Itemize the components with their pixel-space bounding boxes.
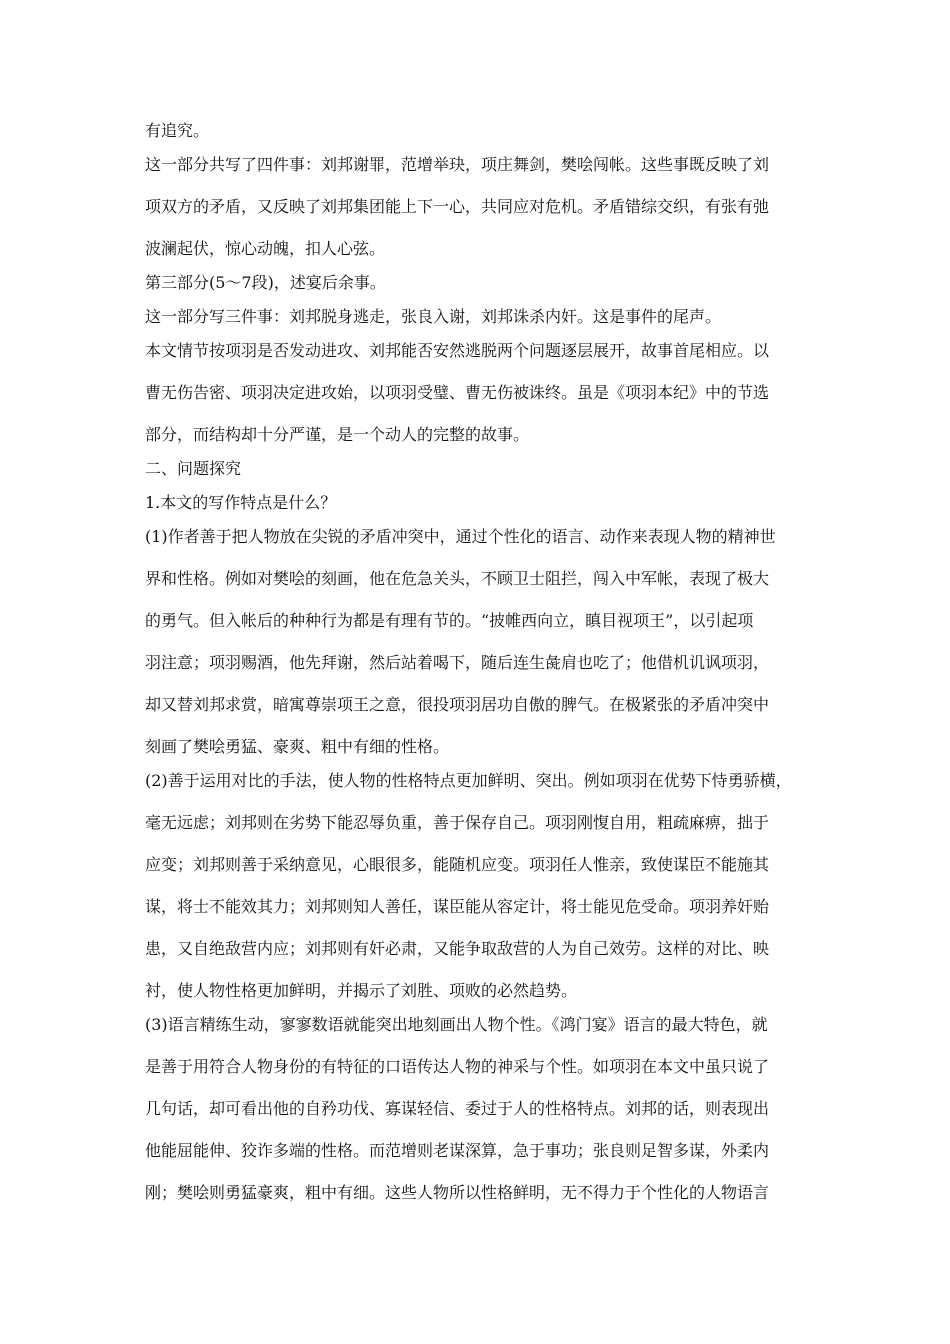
text-line: 这一部分共写了四件事：刘邦谢罪，范增举玦，项庄舞剑，樊哙闯帐。这些事既反映了刘 (145, 155, 770, 174)
text-line: 界和性格。例如对樊哙的刻画，他在危急关头，不顾卫士阻拦，闯入中军帐，表现了极大 (145, 569, 770, 588)
text-line: 毫无远虑；刘邦则在劣势下能忍辱负重，善于保存自己。项羽刚愎自用，粗疏麻痹，拙于 (145, 813, 770, 832)
section-heading: 第三部分(5～7段)，述宴后余事。 (145, 273, 386, 292)
text-line: 几句话，却可看出他的自矜功伐、寡谋轻信、委过于人的性格特点。刘邦的话，则表现出 (145, 1099, 770, 1118)
text-line: 刻画了樊哙勇猛、豪爽、粗中有细的性格。 (145, 737, 450, 756)
text-line: 部分，而结构却十分严谨，是一个动人的完整的故事。 (145, 425, 530, 444)
text-line: 刚；樊哙则勇猛豪爽，粗中有细。这些人物所以性格鲜明，无不得力于个性化的人物语言 (145, 1183, 770, 1202)
text-line: 谋，将士不能效其力；刘邦则知人善任，谋臣能从容定计，将士能见危受命。项羽养奸贻 (145, 897, 770, 916)
text-line: 患，又自绝敌营内应；刘邦则有奸必肃，又能争取敌营的人为自己效劳。这样的对比、映 (145, 939, 770, 958)
text-line: 波澜起伏，惊心动魄，扣人心弦。 (145, 239, 386, 258)
text-line: (2)善于运用对比的手法，使人物的性格特点更加鲜明、突出。例如项羽在优势下恃勇骄横， (145, 771, 792, 790)
text-line: 却又替刘邦求赏，暗寓尊崇项王之意，很投项羽居功自傲的脾气。在极紧张的矛盾冲突中 (145, 695, 770, 714)
text-line: 有追究。 (145, 121, 210, 140)
text-line: 是善于用符合人物身份的有特征的口语传达人物的神采与个性。如项羽在本文中虽只说了 (145, 1057, 770, 1076)
text-line: 他能屈能伸、狡诈多端的性格。而范增则老谋深算，急于事功；张良则足智多谋，外柔内 (145, 1141, 770, 1160)
text-line: 本文情节按项羽是否发动进攻、刘邦能否安然逃脱两个问题逐层展开，故事首尾相应。以 (145, 341, 770, 360)
text-line: (1)作者善于把人物放在尖锐的矛盾冲突中，通过个性化的语言、动作来表现人物的精神世 (145, 527, 776, 546)
document-body (145, 120, 810, 1204)
text-line: 应变；刘邦则善于采纳意见，心眼很多，能随机应变。项羽任人惟亲，致使谋臣不能施其 (145, 855, 770, 874)
text-line: 衬，使人物性格更加鲜明，并揭示了刘胜、项败的必然趋势。 (145, 981, 578, 1000)
section-heading: 二、问题探究 (145, 459, 242, 478)
text-line: 项双方的矛盾，又反映了刘邦集团能上下一心，共同应对危机。矛盾错综交织，有张有弛 (145, 197, 770, 216)
text-line: 曹无伤告密、项羽决定进攻始，以项羽受璧、曹无伤被诛终。虽是《项羽本纪》中的节选 (145, 383, 770, 402)
text-line: 这一部分写三件事：刘邦脱身逃走，张良入谢，刘邦诛杀内奸。这是事件的尾声。 (145, 307, 722, 326)
text-line: 羽注意；项羽赐酒，他先拜谢，然后站着喝下，随后连生彘肩也吃了；他借机讥讽项羽， (145, 653, 770, 672)
text-line: (3)语言精练生动，寥寥数语就能突出地刻画出人物个性。《鸿门宴》语言的最大特色，就 (145, 1015, 768, 1034)
text-line: 的勇气。但入帐后的种种行为都是有理有节的。“披帷西向立，瞋目视项王”，以引起项 (145, 611, 754, 630)
question-heading: 1.本文的写作特点是什么？ (145, 493, 337, 512)
